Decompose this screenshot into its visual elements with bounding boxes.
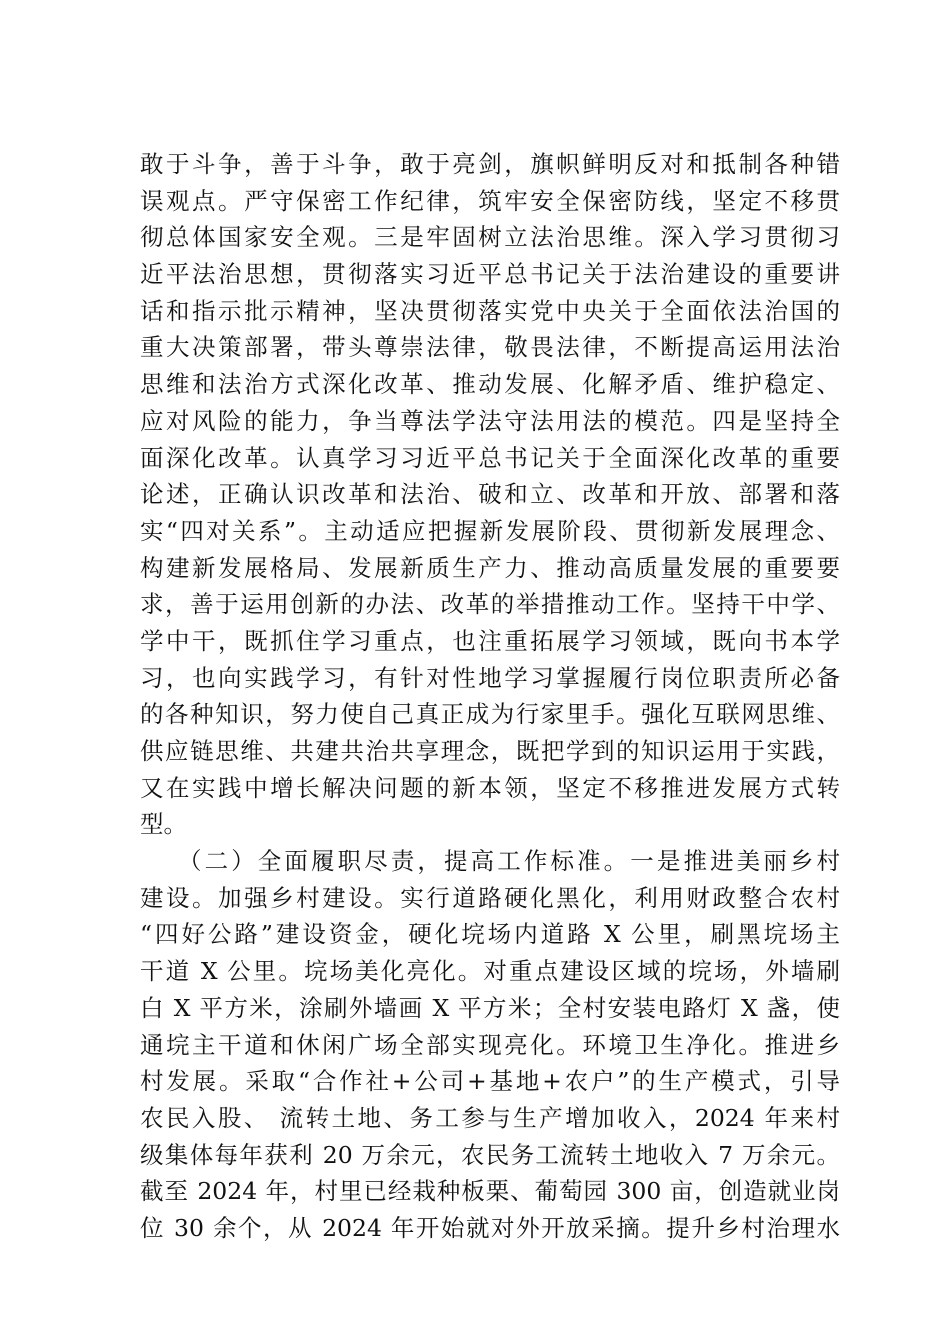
text-line: 论述，正确认识改革和法治、破和立、改革和开放、部署和落 [140, 480, 840, 509]
text-line: 彻总体国家安全观。三是牢固树立法治思维。深入学习贯彻习 [140, 223, 840, 252]
text-line: 通垸主干道和休闲广场全部实现亮化。环境卫生净化。推进乡 [140, 1030, 840, 1059]
text-line: 供应链思维、共建共治共享理念，既把学到的知识运用于实践， [140, 737, 840, 765]
text-line: 学中干，既抓住学习重点，也注重拓展学习领域，既向书本学 [140, 626, 840, 655]
text-line: 白 X 平方米，涂刷外墙画 X 平方米；全村安装电路灯 X 盏，使 [140, 993, 840, 1022]
text-line: 实“四对关系”。主动适应把握新发展阶段、贯彻新发展理念、 [140, 516, 840, 545]
paragraph-last-line: 型。 [140, 810, 187, 839]
text-line: 误观点。严守保密工作纪律，筑牢安全保密防线，坚定不移贯 [140, 186, 840, 215]
text-line: 农民入股、 流转土地、务工参与生产增加收入，2024 年来村 [140, 1103, 840, 1132]
text-line: 应对风险的能力，争当尊法学法守法用法的模范。四是坚持全 [140, 406, 840, 435]
text-line: 敢于斗争，善于斗争，敢于亮剑，旗帜鲜明反对和抵制各种错 [140, 150, 840, 178]
text-line: 建设。加强乡村建设。实行道路硬化黑化，利用财政整合农村 [140, 883, 840, 912]
text-line: 求，善于运用创新的办法、改革的举措推动工作。坚持干中学、 [140, 590, 840, 619]
text-line: 位 30 余个，从 2024 年开始就对外开放采摘。提升乡村治理水 [140, 1213, 840, 1242]
text-line: 截至 2024 年，村里已经栽种板栗、葡萄园 300 亩，创造就业岗 [140, 1177, 840, 1206]
text-line: 的各种知识，努力使自己真正成为行家里手。强化互联网思维、 [140, 700, 840, 729]
document-body [140, 146, 840, 1247]
text-line: 思维和法治方式深化改革、推动发展、化解矛盾、维护稳定、 [140, 370, 840, 399]
text-line: 话和指示批示精神，坚决贯彻落实党中央关于全面依法治国的 [140, 296, 840, 325]
text-line: 村发展。采取“合作社+公司+基地+农户”的生产模式，引导 [140, 1067, 840, 1096]
text-line: 重大决策部署，带头尊崇法律，敬畏法律，不断提高运用法治 [140, 333, 840, 362]
text-line: 又在实践中增长解决问题的新本领，坚定不移推进发展方式转 [140, 773, 840, 802]
text-line: 级集体每年获利 20 万余元，农民务工流转土地收入 7 万余元。 [140, 1140, 840, 1169]
text-line: 构建新发展格局、发展新质生产力、推动高质量发展的重要要 [140, 553, 840, 582]
text-line: 面深化改革。认真学习习近平总书记关于全面深化改革的重要 [140, 443, 840, 472]
section-heading-line: （二）全面履职尽责，提高工作标准。一是推进美丽乡村 [178, 847, 840, 876]
text-line: “四好公路”建设资金，硬化垸场内道路 X 公里，刷黑垸场主 [140, 920, 840, 949]
text-line: 近平法治思想，贯彻落实习近平总书记关于法治建设的重要讲 [140, 260, 840, 289]
text-line: 习，也向实践学习，有针对性地学习掌握履行岗位职责所必备 [140, 663, 840, 692]
text-line: 干道 X 公里。垸场美化亮化。对重点建设区域的垸场，外墙刷 [140, 957, 840, 986]
